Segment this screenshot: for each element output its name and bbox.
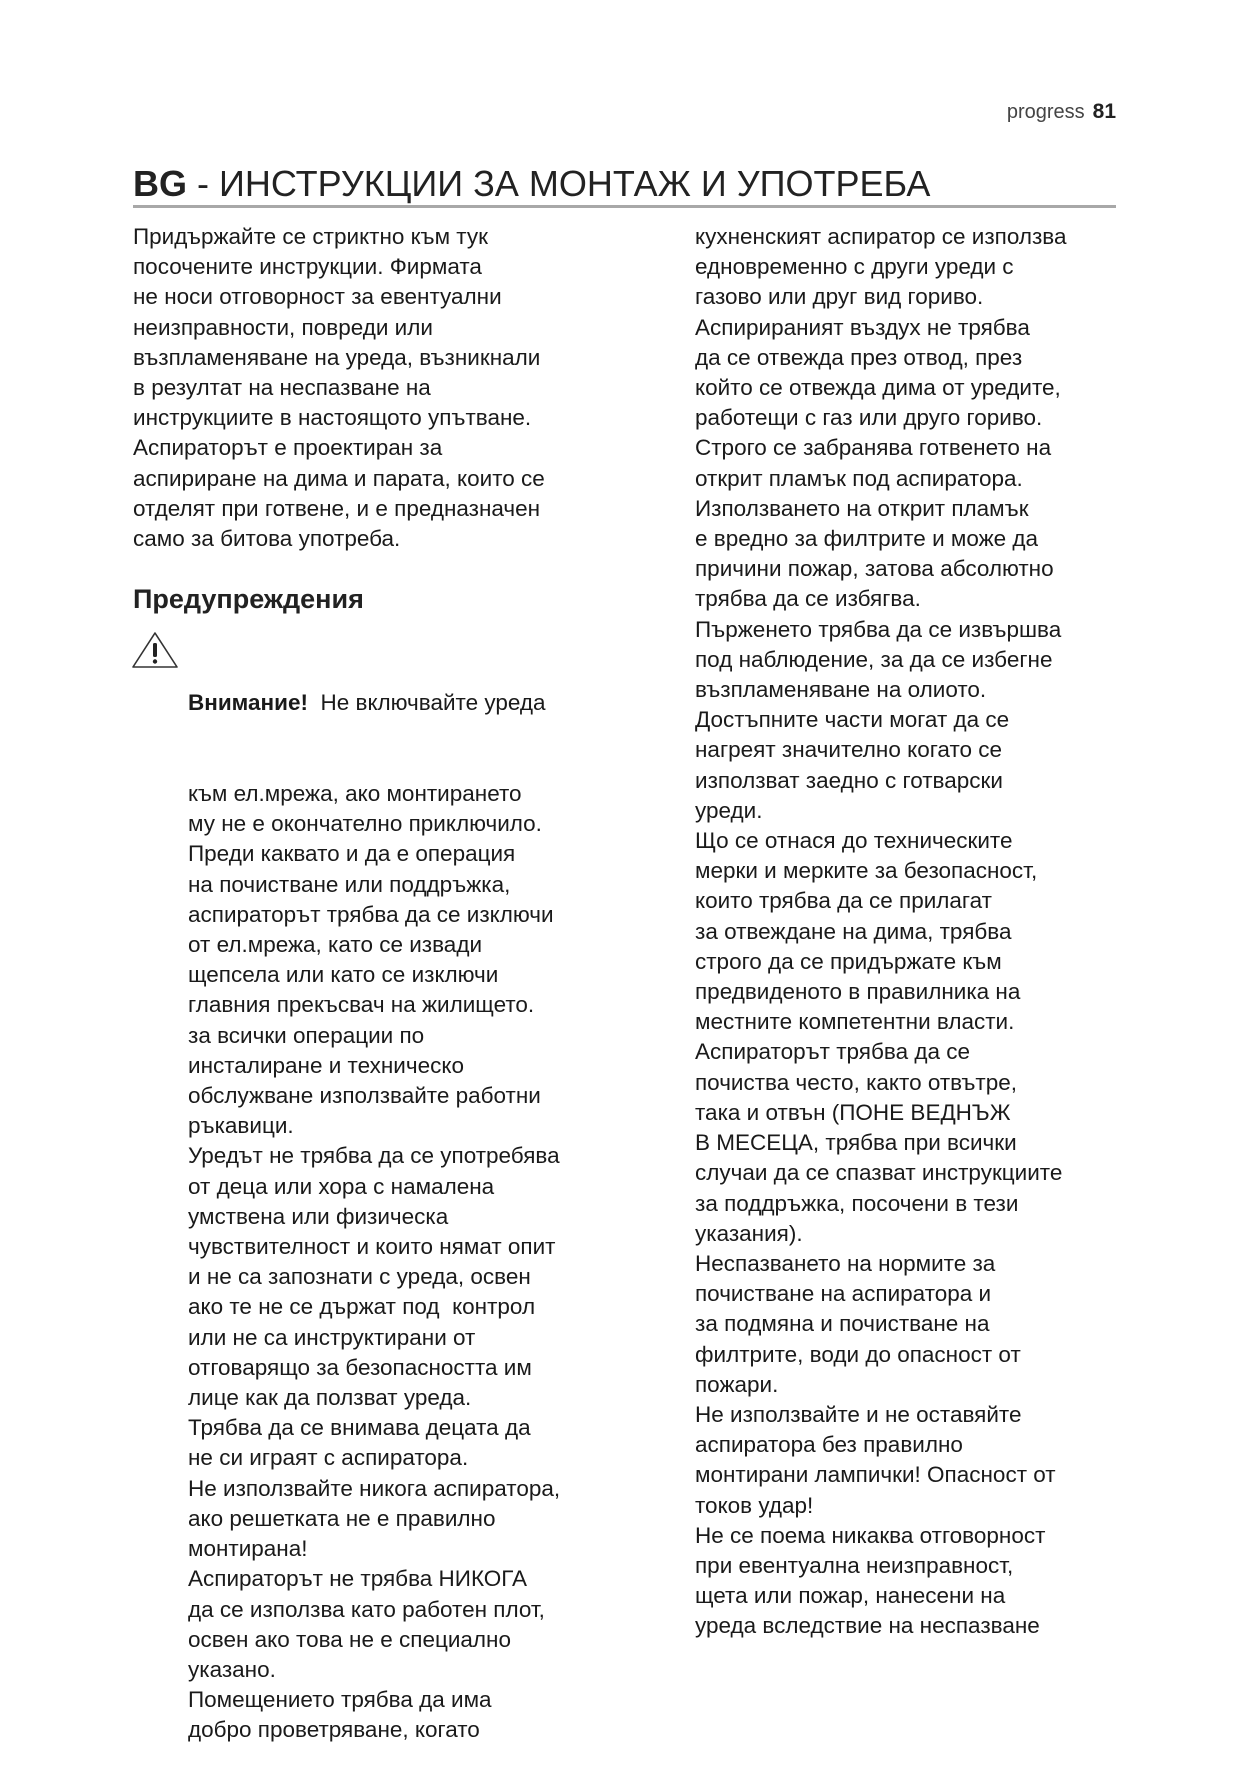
warning-lead-line: [188, 688, 560, 718]
text-line: ако решетката не е правилно: [188, 1505, 496, 1531]
text-line: добро проветряване, когато: [188, 1717, 480, 1743]
text-line: Не използвайте никога аспиратора,: [188, 1475, 561, 1501]
right-column-text: [695, 222, 1067, 1642]
text-line: от ел.мрежа, като се извади: [188, 932, 483, 958]
text-line: трябва да се избягва.: [695, 586, 921, 612]
text-line: Що се отнася до техническите: [695, 828, 1013, 854]
text-line: Използването на открит пламък: [695, 495, 1029, 521]
title-text: ИНСТРУКЦИИ ЗА МОНТАЖ И УПОТРЕБА: [219, 163, 931, 204]
text-line: инсталиране и техническо: [188, 1052, 464, 1078]
text-line: на почистване или поддръжка,: [188, 871, 511, 897]
text-line: или не са инструктирани от: [188, 1324, 476, 1350]
text-line: указано.: [188, 1656, 276, 1682]
text-line: за отвеждане на дима, трябва: [695, 918, 1012, 944]
text-line: почиства често, както отвътре,: [695, 1069, 1018, 1095]
text-line: Придържайте се стриктно към тук: [133, 224, 488, 249]
text-line: Неспазването на нормите за: [695, 1250, 996, 1276]
text-line: В МЕСЕЦА, трябва при всички: [695, 1130, 1017, 1156]
text-line: главния прекъсвач на жилището.: [188, 992, 535, 1018]
text-line: кухненският аспиратор се използва: [695, 224, 1067, 249]
text-line: умствена или физическа: [188, 1203, 449, 1229]
text-line: ако те не се държат под контрол: [188, 1294, 536, 1320]
text-line: само за битова употреба.: [133, 526, 401, 552]
text-line: филтрите, води до опасност от: [695, 1341, 1021, 1367]
text-line: така и отвън (ПОНЕ ВЕДНЪЖ: [695, 1099, 1011, 1125]
text-line: аспириране на дима и парата, които се: [133, 465, 545, 491]
text-line: едновременно с други уреди с: [695, 254, 1014, 280]
text-line: Аспирираният въздух не трябва: [695, 314, 1030, 340]
text-line: за поддръжка, посочени в тези: [695, 1190, 1019, 1216]
text-line: освен ако това не е специално: [188, 1626, 511, 1652]
text-line: възпламеняване на олиото.: [695, 677, 987, 703]
warnings-heading: Предупреждения: [133, 584, 364, 614]
text-line: мерки и мерките за безопасност,: [695, 858, 1038, 884]
text-line: инструкциите в настоящото упътване.: [133, 405, 532, 431]
text-line: Преди каквато и да е операция: [188, 841, 516, 867]
text-line: Аспираторът не трябва НИКОГА: [188, 1566, 527, 1592]
text-line: монтирана!: [188, 1536, 308, 1562]
text-line: в резултат на неспазване на: [133, 375, 431, 401]
warning-triangle-icon: [130, 630, 180, 670]
text-line: Аспираторът е проектиран за: [133, 435, 443, 461]
text-line: Не използвайте и не оставяйте: [695, 1401, 1022, 1427]
text-line: е вредно за филтрите и може да: [695, 526, 1039, 552]
text-line: почистване на аспиратора и: [695, 1281, 992, 1307]
text-line: нагреят значително когато се: [695, 737, 1003, 763]
attention-label: Внимание!: [188, 690, 308, 716]
text-line: отделят при готвене, и е предназначен: [133, 495, 541, 521]
text-line: Трябва да се внимава децата да: [188, 1415, 531, 1441]
warnings-text: [188, 628, 560, 1776]
text-line: не носи отговорност за евентуални: [133, 284, 502, 310]
text-line: причини пожар, затова абсолютно: [695, 556, 1054, 582]
text-line: Строго се забранява готвенето на: [695, 435, 1052, 461]
warning-lead-text: Не включвайте уреда: [307, 690, 546, 716]
text-line: които трябва да се прилагат: [695, 888, 992, 914]
text-line: който се отвежда дима от уредите,: [695, 375, 1061, 401]
text-line: обслужване използвайте работни: [188, 1083, 541, 1109]
text-line: към ел.мрежа, ако монтирането: [188, 781, 522, 807]
text-line: монтирани лампички! Опасност от: [695, 1462, 1056, 1488]
text-line: Не се поема никаква отговорност: [695, 1522, 1046, 1548]
text-line: работещи с газ или друго гориво.: [695, 405, 1043, 431]
text-line: чувствителност и които нямат опит: [188, 1234, 556, 1260]
text-line: Пърженето трябва да се извършва: [695, 616, 1062, 642]
page-number: 81: [1092, 100, 1116, 123]
text-line: му не е окончателно приключило.: [188, 811, 542, 837]
text-line: не си играят с аспиратора.: [188, 1445, 469, 1471]
text-line: и не са запознати с уреда, освен: [188, 1264, 531, 1290]
text-line: Достъпните части могат да се: [695, 707, 1010, 733]
text-line: строго да се придържате към: [695, 948, 1002, 974]
text-line: щепсела или като се изключи: [188, 962, 499, 988]
text-line: токов удар!: [695, 1492, 814, 1518]
page-header: [1007, 100, 1116, 124]
text-line: ръкавици.: [188, 1113, 294, 1139]
text-line: посочените инструкции. Фирмата: [133, 254, 482, 280]
text-line: възпламеняване на уреда, възникнали: [133, 344, 541, 370]
text-line: уреди.: [695, 797, 763, 823]
text-line: Помещението трябва да има: [188, 1687, 492, 1713]
language-code: BG: [133, 163, 187, 204]
title-separator: -: [187, 163, 219, 204]
text-line: газово или друг вид гориво.: [695, 284, 984, 310]
text-line: пожари.: [695, 1371, 779, 1397]
warning-lines: [188, 779, 560, 1746]
page-title: [133, 163, 930, 205]
text-line: случаи да се спазват инструкциите: [695, 1160, 1063, 1186]
text-line: да се използва като работен плот,: [188, 1596, 545, 1622]
text-line: открит пламък под аспиратора.: [695, 465, 1023, 491]
text-line: аспиратора без правилно: [695, 1432, 963, 1458]
text-line: от деца или хора с намалена: [188, 1173, 495, 1199]
brand-name: progress: [1006, 101, 1085, 123]
text-line: отговарящо за безопасността им: [188, 1354, 532, 1380]
title-divider: [133, 205, 1116, 208]
text-line: Уредът не трябва да се употребява: [188, 1143, 560, 1169]
intro-paragraph: [133, 222, 545, 554]
text-line: да се отвежда през отвод, през: [695, 344, 1023, 370]
text-line: аспираторът трябва да се изключи: [188, 901, 554, 927]
text-line: неизправности, повреди или: [133, 314, 433, 340]
text-line: щета или пожар, нанесени на: [695, 1583, 1006, 1609]
text-line: указания).: [695, 1220, 803, 1246]
text-line: лице как да ползват уреда.: [188, 1385, 472, 1411]
text-line: Аспираторът трябва да се: [695, 1039, 970, 1065]
text-line: местните компетентни власти.: [695, 1009, 1015, 1035]
text-line: използват заедно с готварски: [695, 767, 1003, 793]
text-line: за всички операции по: [188, 1022, 425, 1048]
text-line: предвиденото в правилника на: [695, 979, 1021, 1005]
text-line: за подмяна и почистване на: [695, 1311, 990, 1337]
text-line: под наблюдение, за да се избегне: [695, 646, 1053, 672]
text-line: уреда вследствие на неспазване: [695, 1613, 1040, 1639]
text-line: при евентуална неизправност,: [695, 1552, 1014, 1578]
